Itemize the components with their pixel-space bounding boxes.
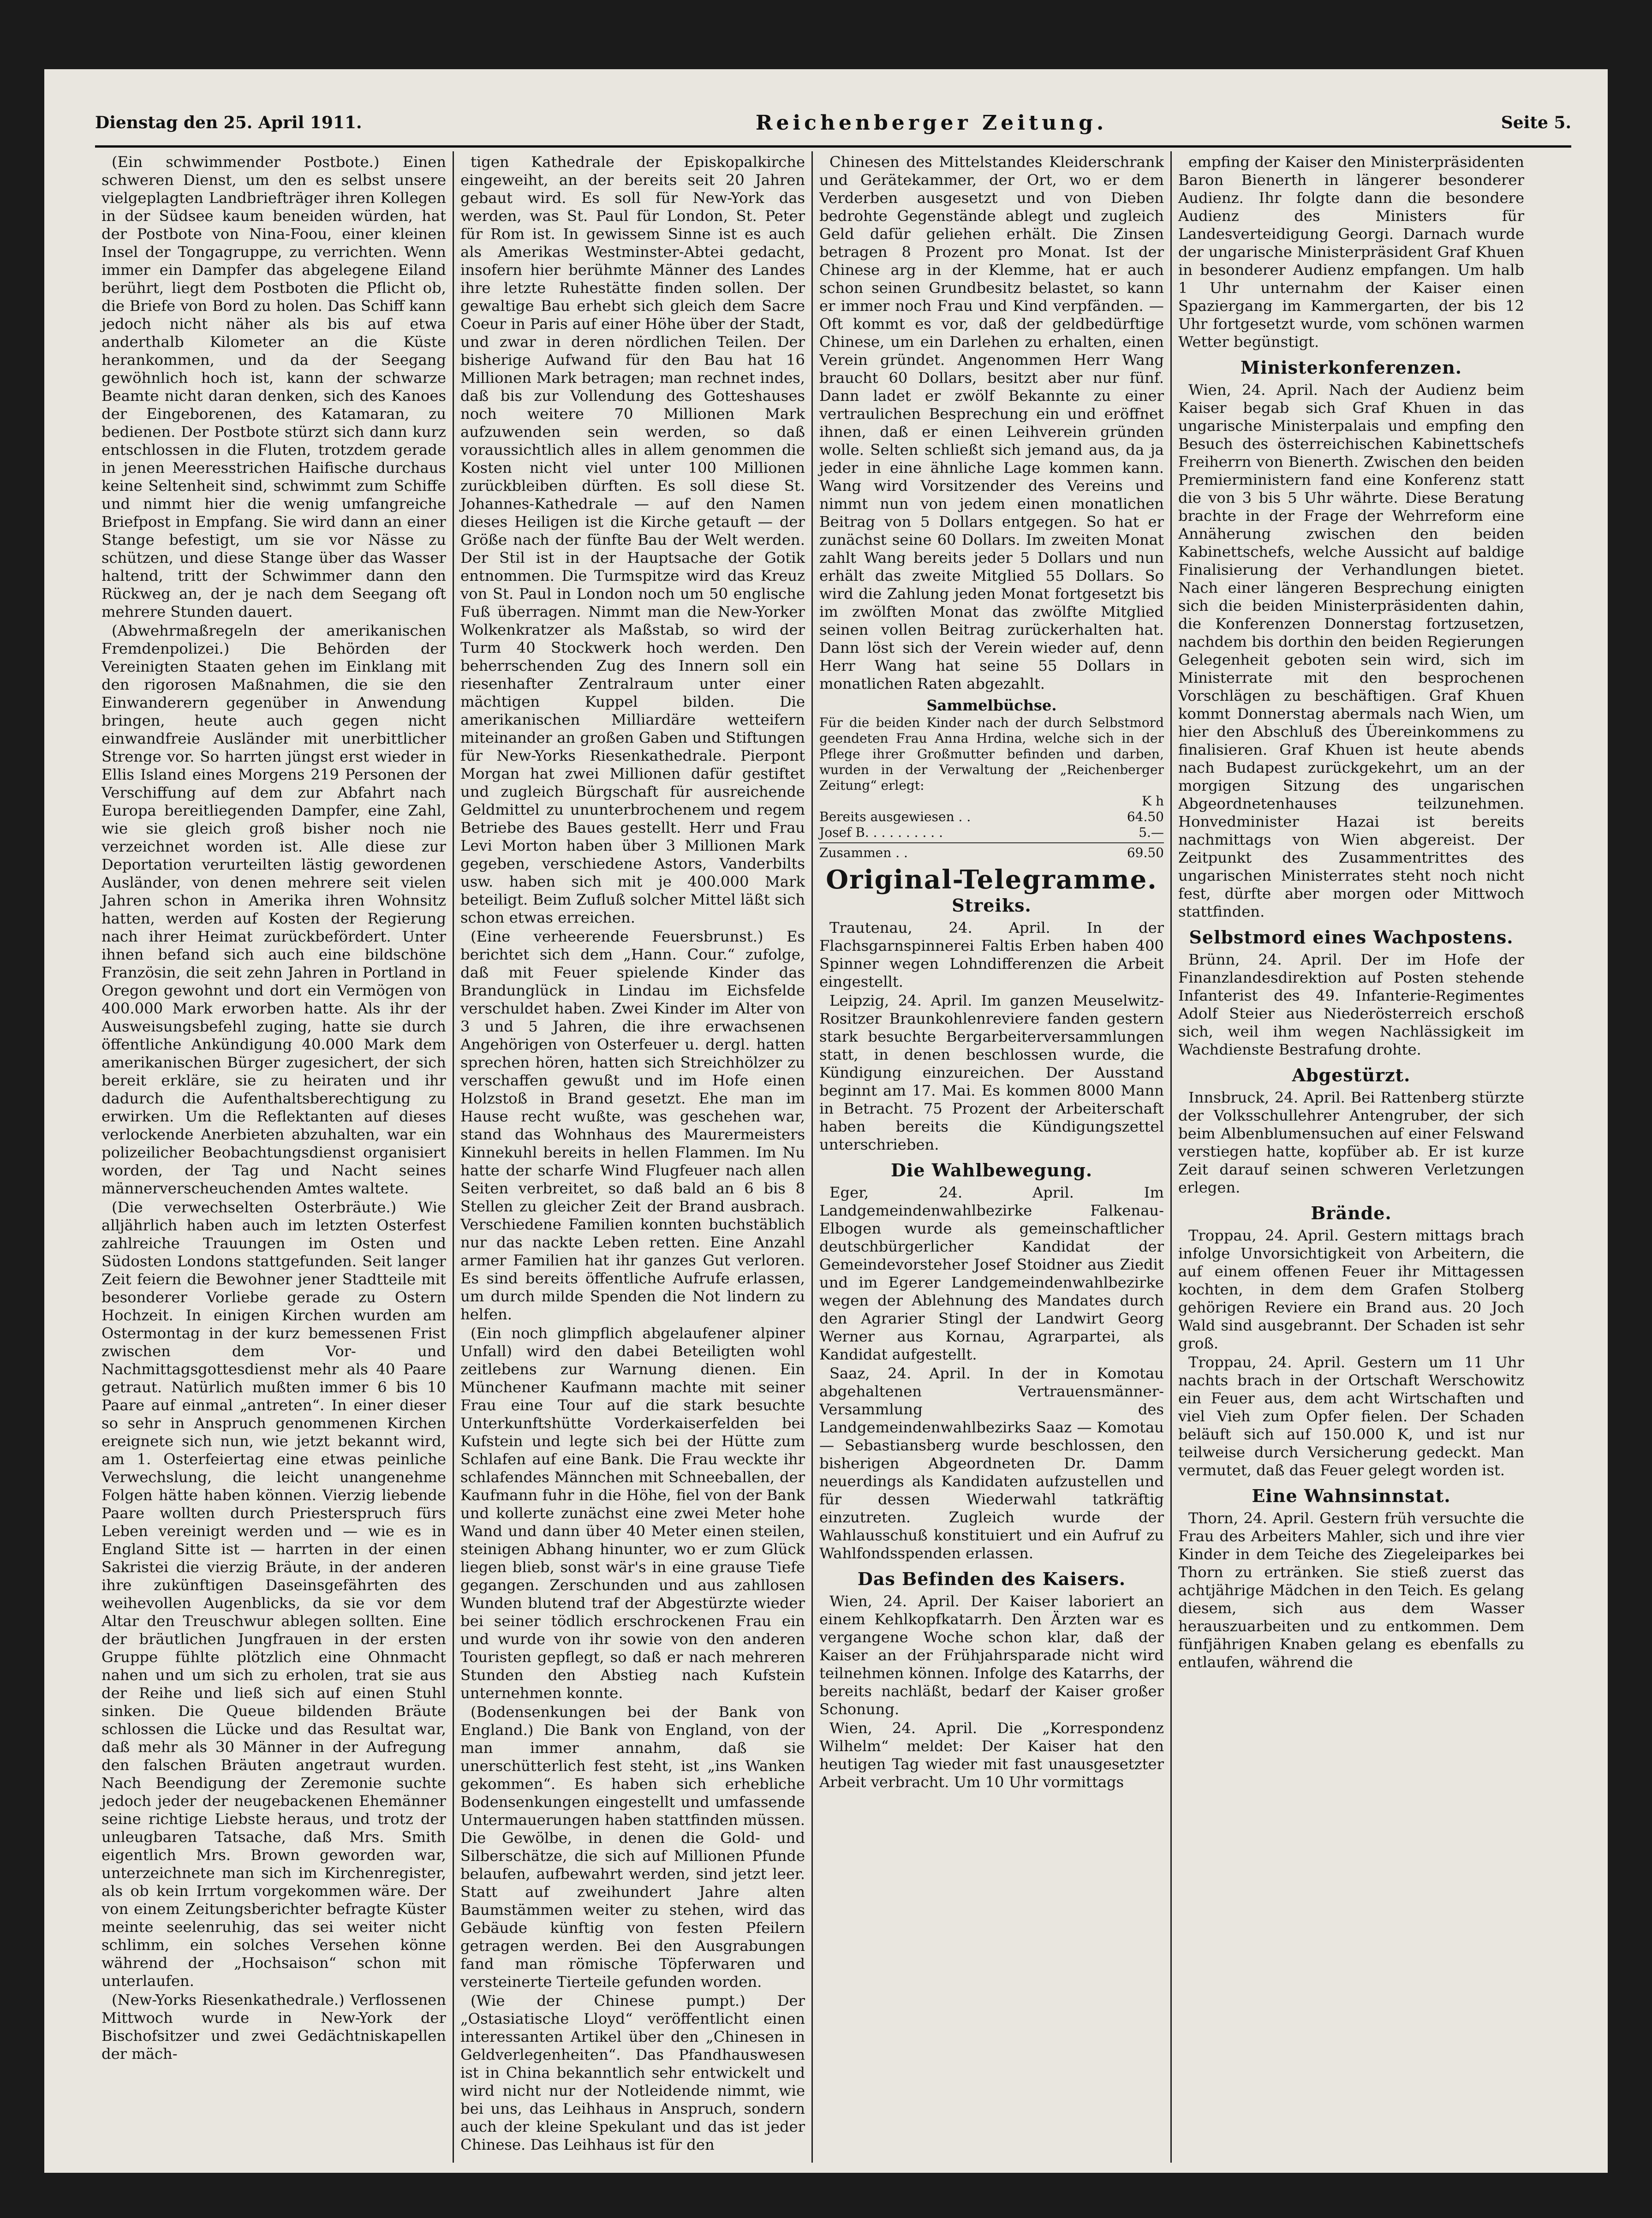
telegram-trautenau: Trautenau, 24. April. In der Flachsgarnspinnerei Faltis Erben haben 400 Spinner wegen Lohndifferenzen die Arbeit eingestellt.	[819, 919, 1164, 990]
page-header	[95, 101, 1571, 144]
telegram-leipzig: Leipzig, 24. April. Im ganzen Meuselwitz-Rositzer Braunkohlenreviere fanden gestern stark besuchte Bergarbeiterversammlungen statt, in denen beschlossen wurde, die Kündigung einzureichen. Der Ausstand beginnt am 17. Mai. Es kommen 8000 Mann in Betracht. 75 Prozent der Arbeiterschaft haben bereits die Kündigungszettel unterschrieben.	[819, 992, 1164, 1153]
telegram-ministers: Wien, 24. April. Nach der Audienz beim Kaiser begab sich Graf Khuen in das ungarische Ministerpalais und empfing den Besuch des österreichischen Kabinettschefs Freiherrn von Bienerth. Zwischen den beiden Premierministern fand eine Konferenz statt die von 3 bis 5 Uhr währte. Diese Beratung brachte in der Frage der Wehrreform eine Annäherung zwischen den beiden Kabinettschefs, welche Aussicht auf baldige Finalisierung der Verhandlungen bietet. Nach einer längeren Besprechung einigten sich die beiden Ministerpräsidenten dahin, die Konferenzen Donnerstag fortzusetzen, nachdem bis dorthin den beiden Regierungen Gelegenheit geboten sein wird, sich im Ministerrate mit den besprochenen Vorschlägen zu beschäftigen. Graf Khuen kommt Donnerstag abermals nach Wien, um hier den Abschluß des Übereinkommens zu finalisieren. Graf Khuen ist heute abends nach Budapest zurückgekehrt, um an der morgigen Sitzung des ungarischen Abgeordnetenhauses teilzunehmen. Honvedminister Hazai ist bereits nachmittags von Wien abgereist. Der Zeitpunkt des Zusammentrittes des ungarischen Ministerrates steht noch nicht fest, dürfte aber morgen oder Mittwoch stattfinden.	[1178, 381, 1524, 920]
article-cathedral-cont: tigen Kathedrale der Episkopalkirche eingeweiht, an der bereits seit 20 Jahren gebaut wird. Es soll für New-York das werden, was St. Paul für London, St. Peter für Rom ist. In gewissem Sinne ist es auch als Amerikas Westminster-Abtei gedacht, insofern hier berühmte Männer des Landes ihre letzte Ruhestätte finden sollen. Der gewaltige Bau erhebt sich gleich dem Sacre Coeur in Paris auf einer Höhe über der Stadt, und zwar in deren nördlichen Teilen. Der bisherige Aufwand für den Bau hat 16 Millionen Mark betragen; man rechnet indes, daß bis zur Vollendung des Gotteshauses noch weitere 70 Millionen Mark aufzuwenden sein werden, so daß voraussichtlich alles in allem genommen die Kosten nicht viel unter 100 Millionen zurückbleiben dürften. Es soll diese St. Johannes-Kathedrale — auf den Namen dieses Heiligen ist die Kirche getauft — der Größe nach der fünfte Bau der Welt werden. Der Stil ist in der Hauptsache der Gotik entnommen. Die Turmspitze wird das Kreuz von St. Paul in London noch um 50 englische Fuß überragen. Nimmt man die New-Yorker Wolkenkratzer als Maßstab, so wird der Turm 40 Stockwerk hoch werden. Den beherrschenden Zug des Innern soll ein riesenhafter Zentralraum unter einer mächtigen Kuppel bilden. Die amerikanischen Milliardäre wetteifern miteinander an großen Gaben und Stiftungen für New-Yorks Riesenkathedrale. Pierpont Morgan hat zwei Millionen dafür gestiftet und zugleich Bürgschaft für ausreichende Geldmittel zu ununterbrochenem und regem Betriebe des Baues gestellt. Herr und Frau Levi Morton haben über 3 Millionen Mark gegeben, verschiedene Astors, Vanderbilts usw. haben sich mit je 400.000 Mark beteiligt. Beim Zufluß solcher Mittel läßt sich schon etwas erreichen.	[460, 153, 805, 926]
column-2	[454, 151, 813, 2163]
donation-row: Bereits ausgewiesen . . 64.50	[819, 809, 1164, 824]
newspaper-page	[44, 69, 1608, 2173]
article-bank-of-england: (Bodensenkungen bei der Bank von England.) Die Bank von England, von der man immer annahm, daß sie unerschütterlich fest steht, ist „ins Wanken gekommen“. Es haben sich erhebliche Bodensenkungen eingestellt und umfassende Untermauerungen haben stattfinden müssen. Die Gewölbe, in denen die Gold- und Silberschätze, die sich auf Millionen Pfunde belaufen, aufbewahrt werden, sind jetzt leer. Statt auf zweihundert Jahre alten Baumstämmen weiter zu stehen, wird das Gebäude künftig von festen Pfeilern getragen werden. Bei den Ausgrabungen fand man römische Töpferwaren und versteinerte Tierteile gefunden worden.	[460, 1703, 805, 1991]
article-fire: (Eine verheerende Feuersbrunst.) Es berichtet sich dem „Hann. Cour.“ zufolge, daß mit Feuer spielende Kinder das Brandunglück in Lindau im Eichsfelde verschuldet haben. Zwei Kinder im Alter von 3 und 5 Jahren, die ihre erwachsenen Angehörigen von Osterfeuer u. dergl. hatten sprechen hören, hatten sich Streichhölzer zu verschaffen gewußt und im Hofe einen Holzstoß in Brand gesetzt. Ehe man im Hause recht wußte, was geschehen war, stand das Wohnhaus des Maurermeisters Kinnekuhl bereits in hellen Flammen. Im Nu hatte der scharfe Wind Flugfeuer nach allen Seiten verbreitet, so daß bald an 6 bis 8 Stellen zu gleicher Zeit der Brand ausbrach. Verschiedene Familien konnten buchstäblich nur das nackte Leben retten. Eine Anzahl armer Familien hat ihr ganzes Gut verloren. Es sind bereits öffentliche Aufrufe erlassen, um durch milde Spenden die Not lindern zu helfen.	[460, 928, 805, 1323]
column-1	[95, 151, 454, 2163]
article-chinese-pawn: (Wie der Chinese pumpt.) Der „Ostasiatische Lloyd“ veröffentlicht einen interessanten Artikel über den „Chinesen in Geldverlegenheiten“. Das Pfandhauswesen ist in China bekanntlich sehr entwickelt und wird nicht nur der Notleidende nimmt, wie bei uns, das Leihhaus in Anspruch, sondern auch der kleine Spekulant und das ist jeder Chinese. Das Leihhaus ist für den	[460, 1992, 805, 2153]
currency-label: K h	[1142, 793, 1164, 809]
telegram-eger: Eger, 24. April. Im Landgemeindenwahlbezirke Falkenau-Elbogen wurde als gemeinschaftlicher deutschbürgerlicher Kandidat der Gemeindevorsteher Josef Stoidner aus Ziedit und im Egerer Landgemeindenwahlbezirke wegen der Ablehnung des Mandates durch den Agrarier Stingl der Landwirt Georg Werner aus Kornau, Agrarpartei, als Kandidat aufgestellt.	[819, 1184, 1164, 1363]
section-title-fires: Brände.	[1311, 1203, 1392, 1223]
column-4	[1172, 151, 1531, 2163]
section-title-madness: Eine Wahnsinnstat.	[1252, 1485, 1451, 1506]
article-easter-brides: (Die verwechselten Osterbräute.) Wie alljährlich haben auch im letzten Osterfest zahlreiche Trauungen im Osten und Südosten Londons stattgefunden. Seit langer Zeit feiern die Bewohner jener Stadtteile mit besonderer Vorliebe gerade zu Ostern Hochzeit. In einigen Kirchen wurden am Ostermontag in der kurz bemessenen Frist zwischen dem Vor- und Nachmittagsgottesdienst mehr als 40 Paare getraut. Natürlich mußten immer 6 bis 10 Paare auf einmal „antreten“. In einer dieser so sehr in Anspruch genommenen Kirchen ereignete sich nun, wie jetzt bekannt wird, am 1. Osterfeiertag eine etwas peinliche Verwechslung, die leicht unangenehme Folgen hätte haben können. Vierzig liebende Paare wollten durch Priesterspruch fürs Leben vereinigt werden und — wie es in England Sitte ist — harrten in der einen Sakristei die vierzig Bräute, in der anderen ihre zukünftigen Daseinsgefährten des weihevollen Augenblicks, da sie vor dem Altar den Treuschwur ablegen sollten. Eine der bräutlichen Jungfrauen in der ersten Gruppe fühlte plötzlich eine Ohnmacht nahen und um sich zu erholen, trat sie aus der Reihe und ließ sich auf einen Stuhl sinken. Die Queue bildenden Bräute schlossen die Lücke und das Resultat war, daß mehr als 30 Männer in der Aufregung den falschen Bräuten angetraut wurden. Nach Beendigung der Zeremonie suchte jedoch jeder der neugebackenen Ehemänner seine richtige Liebste heraus, und trotz der unleugbaren Tatsache, daß Mrs. Smith eigentlich Mrs. Brown geworden war, unterzeichnete man sich im Kirchenregister, als ob kein Irrtum vorgekommen wäre. Der von einem Zeitungsberichter befragte Küster meinte seelenruhig, das sei weiter nicht schlimm, ein solches Versehen könne während der „Hochsaison“ schon mit unterlaufen.	[101, 1198, 446, 1990]
telegram-innsbruck: Innsbruck, 24. April. Bei Rattenberg stürzte der Volksschullehrer Antengruber, der sich beim Albenblumensuchen auf einer Felswand verstiegen hatte, kopfüber ab. Er ist kurze Zeit darauf seinen schweren Verletzungen erlegen.	[1178, 1089, 1524, 1196]
telegram-troppau-1: Troppau, 24. April. Gestern mittags brach infolge Unvorsichtigkeit von Arbeitern, die auf einem offenen Feuer ihr Mittagessen kochten, in dem dem Grafen Stolberg gehörigen Reviere ein Brand aus. 20 Joch Wald sind ausgebrannt. Der Schaden ist sehr groß.	[1178, 1227, 1524, 1352]
donation-text: Für die beiden Kinder nach der durch Selbstmord geendeten Frau Anna Hrdina, welche sich in der Pflege ihrer Großmutter befinden und darben, wurden in der Verwaltung der „Reichenberger Zeitung“ erlegt:	[819, 715, 1164, 793]
section-title-election: Die Wahlbewegung.	[890, 1160, 1093, 1181]
donation-title: Sammelbüchse.	[926, 697, 1057, 714]
telegram-wien-cont: empfing der Kaiser den Ministerpräsidenten Baron Bienerth in längerer besonderer Audienz. Ihr folgte dann die besondere Audienz des Ministers für Landesverteidigung Georgi. Darnach wurde der ungarische Ministerpräsident Graf Khuen in besonderer Audienz empfangen. Um halb 1 Uhr unternahm der Kaiser einen Spaziergang im Kammergarten, der bis 12 Uhr fortgesetzt wurde, vom schönen warmen Wetter begünstigt.	[1178, 153, 1524, 351]
column-3	[813, 151, 1172, 2163]
article-chinese-cont: Chinesen des Mittelstandes Kleiderschrank und Gerätekammer, der Ort, wo er dem Verderben ausgesetzt und von Dieben bedrohte Gegenstände ablegt und zugleich Geld dafür geliehen erhält. Die Zinsen betragen 8 Prozent pro Monat. Ist der Chinese arg in der Klemme, hat er auch schon seinen Grundbesitz belastet, so kann er immer noch Frau und Kind verpfänden. — Oft kommt es vor, daß der geldbedürftige Chinese, um ein Darlehen zu erhalten, einen Verein gründet. Angenommen Herr Wang braucht 60 Dollars, besitzt aber nur fünf. Dann ladet er zwölf Bekannte zu einer vertraulichen Besprechung ein und eröffnet ihnen, daß er einen Leihverein gründen wolle. Selten schließt sich jemand aus, da ja jeder in eine ähnliche Lage kommen kann. Wang wird Vorsitzender des Vereins und nimmt nun von jedem einen monatlichen Beitrag von 5 Dollars entgegen. So hat er zunächst seine 60 Dollars. Im zweiten Monat zahlt Wang bereits jeder 5 Dollars und nun erhält das zweite Mitglied 55 Dollars. So wird die Zahlung jeden Monat fortgesetzt bis im zwölften Monat das zwölfte Mitglied seinen vollen Beitrag zurückerhalten hat. Dann löst sich der Verein wieder auf, denn Herr Wang hat seine 55 Dollars in monatlichen Raten abgezahlt.	[819, 153, 1164, 692]
article-swimming-postman: (Ein schwimmender Postbote.) Einen schweren Dienst, um den es selbst unsere vielgeplagten Landbriefträger ihren Kollegen in der Südsee kaum beneiden würden, hat der Postbote von Nina-Foou, einer kleinen Insel der Tongagruppe, zu verrichten. Wenn immer ein Dampfer das abgelegene Eiland berührt, liegt dem Postboten die Pflicht ob, die Briefe von Bord zu holen. Das Schiff kann jedoch nicht näher als bis auf etwa anderthalb Kilometer an die Küste herankommen, und da der Seegang gewöhnlich hoch ist, kann der schwarze Beamte nicht daran denken, sich des Kanoes der Eingeborenen, des Katamaran, zu bedienen. Der Postbote stürzt sich dann kurz entschlossen in die Fluten, trotzdem gerade in jenen Meeresstrichen Haifische durchaus keine Seltenheit sind, schwimmt zum Schiffe und nimmt hier die wenig umfangreiche Briefpost in Empfang. Sie wird dann an einer Stange befestigt, um sie vor Nässe zu schützen, und diese Stange über das Wasser haltend, tritt der Schwimmer dann den Rückweg an, der je nach dem Seegang oft mehrere Stunden dauert.	[101, 153, 446, 620]
donation-total: Zusammen . . 69.50	[819, 842, 1164, 861]
telegram-wien-2: Wien, 24. April. Die „Korrespondenz Wilhelm“ meldet: Der Kaiser hat den heutigen Tag wieder mit fast unausgesetzter Arbeit verbracht. Um 10 Uhr vormittags	[819, 1719, 1164, 1791]
telegram-thorn: Thorn, 24. April. Gestern früh versuchte die Frau des Arbeiters Mahler, sich und ihre vier Kinder in dem Teiche des Ziegeleiparkes bei Thorn zu ertränken. Sie stieß zuerst das achtjährige Mädchen in den Teich. Es gelang diesem, sich aus dem Wasser herauszuarbeiten und zu entkommen. Dem fünfjährigen Knaben gelang es ebenfalls zu entlaufen, während die	[1178, 1509, 1524, 1671]
telegram-wien-1: Wien, 24. April. Der Kaiser laboriert an einem Kehlkopfkatarrh. Den Ärzten war es vergangene Woche schon klar, daß der Kaiser an der Frühjahrsparade nicht wird teilnehmen können. Infolge des Katarrhs, der bereits nachläßt, bedarf der Kaiser großer Schonung.	[819, 1592, 1164, 1718]
article-cathedral-start: (New-Yorks Riesenkathedrale.) Verflossenen Mittwoch wurde in New-York der Bischofsitzer und zwei Gedächtniskapellen der mäch-	[101, 1991, 446, 2063]
section-title-strikes: Streiks.	[952, 895, 1032, 916]
section-title-emperor: Das Befinden des Kaisers.	[857, 1568, 1126, 1589]
section-title-ministers: Ministerkonferenzen.	[1240, 357, 1462, 378]
article-alpine-accident: (Ein noch glimpflich abgelaufener alpiner Unfall) wird den dabei Beteiligten wohl zeitlebens zur Warnung dienen. Ein Münchener Kaufmann machte mit seiner Frau eine Tour auf die stark besuchte Unterkunftshütte Vorderkaiserfelden bei Kufstein und legte sich bei der Hütte zum Schlafen auf eine Bank. Die Frau weckte ihr schlafendes Männchen mit Schneeballen, der Kaufmann fuhr in die Höhe, fiel von der Bank und kollerte zunächst eine zwei Meter hohe Wand und dann über 40 Meter einen steilen, steinigen Abhang hinunter, wo er zum Glück liegen blieb, sonst wär's in eine grause Tiefe gegangen. Zerschunden und aus zahllosen Wunden blutend traf der Abgestürzte wieder bei seiner tödlich erschrockenen Frau ein und wurde von ihr sowie von den anderen Touristen gepflegt, so daß er nach mehreren Stunden den Abstieg nach Kufstein unternehmen konnte.	[460, 1324, 805, 1702]
section-title-telegrams: Original-Telegramme.	[826, 865, 1157, 895]
donation-box	[819, 698, 1164, 861]
header-date: Dienstag den 25. April 1911.	[95, 113, 362, 132]
header-rule	[95, 145, 1571, 148]
section-title-fall: Abgestürzt.	[1292, 1065, 1411, 1085]
donation-row: Josef B. . . . . . . . . . 5.—	[819, 825, 1164, 840]
masthead: Reichenberger Zeitung.	[755, 111, 1108, 135]
telegram-saaz: Saaz, 24. April. In der in Komotau abgehaltenen Vertrauensmänner-Versammlung des Landgemeindenwahlbezirks Saaz — Komotau — Sebastiansberg wurde beschlossen, den bisherigen Abgeordneten Dr. Damm neuerdings als Kandidaten aufzustellen und für dessen Wiederwahl tatkräftig einzutreten. Zugleich wurde der Wahlausschuß konstituiert und ein Aufruf zu Wahlfondsspenden erlassen.	[819, 1365, 1164, 1562]
section-title-suicide: Selbstmord eines Wachpostens.	[1189, 927, 1514, 948]
page-number: Seite 5.	[1501, 113, 1571, 132]
article-immigration-police: (Abwehrmaßregeln der amerikanischen Fremdenpolizei.) Die Behörden der Vereinigten Staaten gehen im Einklang mit den rigorosen Maßnahmen, die sie den Einwanderern gegenüber in Anwendung bringen, heute auch gegen nicht einwandfreie Ausländer mit unerbittlicher Strenge vor. So harrten jüngst erst wieder in Ellis Island eines Morgens 219 Personen der Verschiffung auf dem zur Abfahrt nach Europa bereitliegenden Dampfer, eine Zahl, wie sie gleich groß bisher noch nie verzeichnet worden ist. Alle diese zur Deportation verurteilten lästig gewordenen Ausländer, von denen mehrere seit vielen Jahren schon in Amerika ihren Wohnsitz hatten, werden auf Kosten der Regierung nach ihrer Heimat zurückbefördert. Unter ihnen befand sich auch eine bildschöne Französin, die seit zehn Jahren in Portland in Oregon gewohnt und dort ein Vermögen von 400.000 Mark erworben hatte. Als ihr der Ausweisungsbefehl zuging, hatte sie durch öffentliche Ankündigung 40.000 Mark dem amerikanischen Bürger zugesichert, der sich bereit erkläre, sie zu heiraten und ihr dadurch die Aufenthaltsberechtigung zu erwirken. Um die Reflektanten auf dieses verlockende Anerbieten abzuhalten, war ein polizeilicher Beobachtungsdienst organisiert worden, der Tag und Nacht seines männerverscheuchenden Amtes waltete.	[101, 622, 446, 1197]
columns	[95, 151, 1571, 2163]
telegram-bruenn: Brünn, 24. April. Der im Hofe der Finanzlandesdirektion auf Posten stehende Infanterist des 49. Infanterie-Regimentes Adolf Steier aus Niederösterreich erschoß sich, weil ihm wegen Nachlässigkeit im Wachdienste Bestrafung drohte.	[1178, 951, 1524, 1058]
telegram-troppau-2: Troppau, 24. April. Gestern um 11 Uhr nachts brach in der Ortschaft Werschowitz ein Feuer aus, dem acht Wirtschaften und viel Vieh zum Opfer fielen. Der Schaden beläuft sich auf 150.000 K, und ist nur teilweise durch Versicherung gedeckt. Man vermutet, daß das Feuer gelegt worden ist.	[1178, 1353, 1524, 1479]
